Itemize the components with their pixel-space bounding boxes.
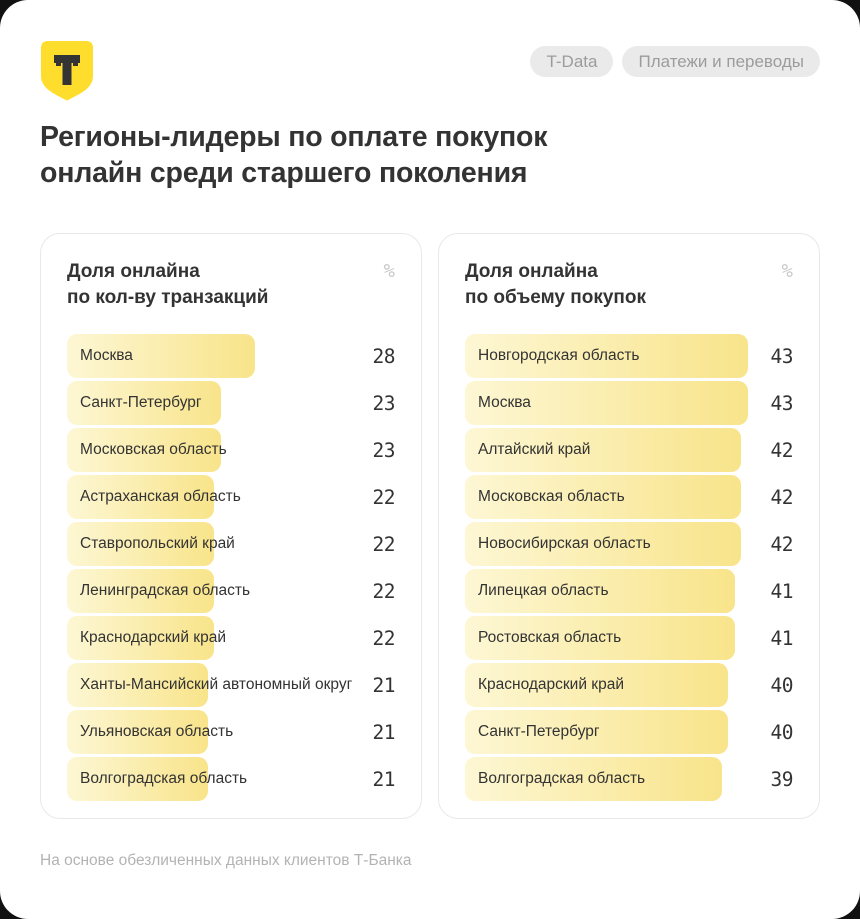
bar-label: Волгоградская область: [478, 770, 646, 787]
bar-row: [465, 428, 793, 472]
bar-value: 21: [372, 720, 395, 744]
percent-unit-label: %: [781, 260, 793, 282]
bar-label: Москва: [80, 347, 133, 364]
bar-row: [67, 381, 395, 425]
bar-value: 43: [770, 344, 793, 368]
bar-row: [67, 710, 395, 754]
bar-value: 23: [372, 438, 395, 462]
bar-label: Санкт-Петербург: [478, 723, 600, 740]
bar-label: Ростовская область: [478, 629, 622, 646]
bar-row: [465, 710, 793, 754]
page-title: [40, 119, 820, 191]
bar-row: [465, 616, 793, 660]
bar-value: 41: [770, 579, 793, 603]
bar-row: [67, 522, 395, 566]
bar-label: Московская область: [80, 441, 227, 458]
bar-row: [465, 663, 793, 707]
panel-title-line1: Доля онлайна: [465, 261, 598, 282]
bar-row: [465, 522, 793, 566]
bar-label: Липецкая область: [478, 582, 609, 599]
panel-title: [67, 259, 268, 311]
bar-rows: [465, 334, 793, 801]
bar-value: 22: [372, 579, 395, 603]
bar-value: 43: [770, 391, 793, 415]
percent-unit-label: %: [383, 260, 395, 282]
page-title-line1: Регионы-лидеры по оплате покупок: [40, 121, 548, 153]
bar-label: Краснодарский край: [80, 629, 226, 646]
panel-title: [465, 259, 646, 311]
page-title-line2: онлайн среди старшего поколения: [40, 157, 528, 189]
header-bar: [40, 40, 820, 102]
bar-value: 39: [770, 767, 793, 791]
bar-label: Новосибирская область: [478, 535, 651, 552]
bar-row: [67, 569, 395, 613]
bar-row: [67, 757, 395, 801]
panel-header: [465, 259, 793, 311]
t-bank-logo-icon: [40, 40, 94, 102]
bar-value: 22: [372, 626, 395, 650]
chart-panels: [40, 233, 820, 819]
bar-rows: [67, 334, 395, 801]
bar-value: 42: [770, 485, 793, 509]
panel-title-line1: Доля онлайна: [67, 261, 200, 282]
bar-value: 42: [770, 438, 793, 462]
bar-row: [67, 428, 395, 472]
bar-row: [465, 334, 793, 378]
bar-label: Московская область: [478, 488, 625, 505]
bar-value: 23: [372, 391, 395, 415]
bar-row: [67, 663, 395, 707]
badge-group: [530, 46, 820, 77]
bar-row: [67, 475, 395, 519]
bar-label: Астраханская область: [80, 488, 241, 505]
bar-label: Москва: [478, 394, 531, 411]
bar-label: Алтайский край: [478, 441, 591, 458]
bar-label: Санкт-Петербург: [80, 394, 202, 411]
badge-t-data: T-Data: [530, 46, 613, 77]
bar-row: [67, 334, 395, 378]
bar-value: 40: [770, 720, 793, 744]
bar-value: 40: [770, 673, 793, 697]
panel-volume-share: [438, 233, 820, 819]
bar-value: 22: [372, 532, 395, 556]
bar-value: 21: [372, 767, 395, 791]
bar-row: [465, 475, 793, 519]
bar-row: [67, 616, 395, 660]
bar-value: 22: [372, 485, 395, 509]
bar-label: Новгородская область: [478, 347, 640, 364]
panel-title-line2: по кол-ву транзакций: [67, 287, 269, 308]
bar-label: Ульяновская область: [80, 723, 234, 740]
bar-label: Волгоградская область: [80, 770, 248, 787]
bar-value: 21: [372, 673, 395, 697]
bar-value: 42: [770, 532, 793, 556]
bar-value: 41: [770, 626, 793, 650]
footer-note: На основе обезличенных данных клиентов Т-Банка: [40, 852, 412, 869]
badge-payments: Платежи и переводы: [622, 46, 820, 77]
bar-label: Ленинградская область: [80, 582, 251, 599]
bar-label: Ханты-Мансийский автономный округ: [80, 676, 353, 693]
bar-row: [465, 757, 793, 801]
panel-header: [67, 259, 395, 311]
bar-row: [465, 381, 793, 425]
panel-transactions-share: [40, 233, 422, 819]
bar-label: Ставропольский край: [80, 535, 235, 552]
bar-row: [465, 569, 793, 613]
bar-label: Краснодарский край: [478, 676, 624, 693]
bar-value: 28: [372, 344, 395, 368]
panel-title-line2: по объему покупок: [465, 287, 647, 308]
